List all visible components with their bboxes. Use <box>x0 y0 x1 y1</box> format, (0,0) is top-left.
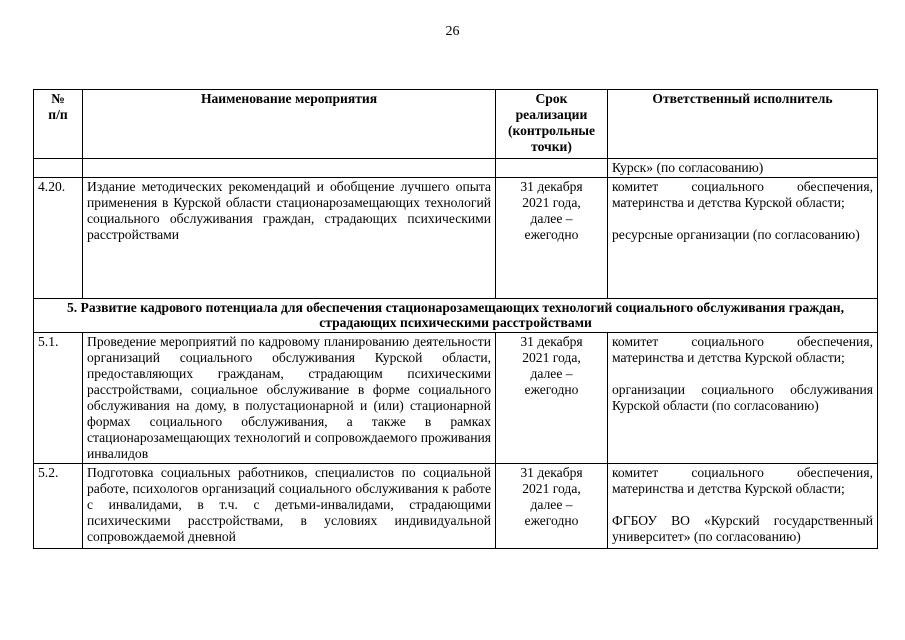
header-executor: Ответственный исполнитель <box>608 90 878 159</box>
table-row <box>34 178 878 299</box>
row-term: 31 декабря 2021 года, далее – ежегодно <box>496 333 608 464</box>
section-title: 5. Развитие кадрового потенциала для обеспечения стационарозамещающих технологий социального обслуживания граждан, страдающих психическими расстройствами <box>34 299 878 333</box>
executor-primary: комитет социального обеспечения, материнства и детства Курской области; <box>612 334 873 365</box>
row-action-name: Подготовка социальных работников, специалистов по социальной работе, психологов организаций социального обслуживания к работе с инвалидами, в т.ч. с детьми-инвалидами, страдающими психическими расстройствами, в условиях индивидуальной сопровождаемой дневной <box>83 464 496 549</box>
row-number: 5.2. <box>34 464 83 549</box>
row-executor <box>608 464 878 549</box>
row-executor <box>608 178 878 299</box>
row-number: 4.20. <box>34 178 83 299</box>
header-term: Срок реализации (контрольные точки) <box>496 90 608 159</box>
table-row <box>34 464 878 549</box>
row-action-name: Издание методических рекомендаций и обобщение лучшего опыта применения в Курской области стационарозамещающих технологий социального обслуживания граждан, страдающих психическими расстройствами <box>83 178 496 299</box>
executor-secondary: ресурсные организации (по согласованию) <box>612 227 860 242</box>
continuation-executor: Курск» (по согласованию) <box>608 159 878 178</box>
table-row <box>34 333 878 464</box>
page-number: 26 <box>445 24 460 39</box>
executor-primary: комитет социального обеспечения, материнства и детства Курской области; <box>612 179 873 210</box>
executor-primary: комитет социального обеспечения, материнства и детства Курской области; <box>612 465 873 496</box>
row-term: 31 декабря 2021 года, далее – ежегодно <box>496 464 608 549</box>
row-action-name: Проведение мероприятий по кадровому планированию деятельности организаций социального обслуживания Курской области, предоставляющих гражданам, страдающим психическими расстройствами, социальное обслуживание в форме социального обслуживания на дому, в полустационарной и (или) стационарной формах социального обслуживания, а также в рамках стационарозамещающих технологий и сопровождаемого проживания инвалидов <box>83 333 496 464</box>
action-plan-table <box>33 89 878 549</box>
row-executor <box>608 333 878 464</box>
executor-secondary: организации социального обслуживания Курской области (по согласованию) <box>612 382 873 413</box>
row-number: 5.1. <box>34 333 83 464</box>
row-term: 31 декабря 2021 года, далее – ежегодно <box>496 178 608 299</box>
header-name: Наименование мероприятия <box>83 90 496 159</box>
continuation-row <box>34 159 878 178</box>
section-row <box>34 299 878 333</box>
header-num: № п/п <box>34 90 83 159</box>
table-header-row <box>34 90 878 159</box>
executor-secondary: ФГБОУ ВО «Курский государственный университет» (по согласованию) <box>612 513 873 544</box>
